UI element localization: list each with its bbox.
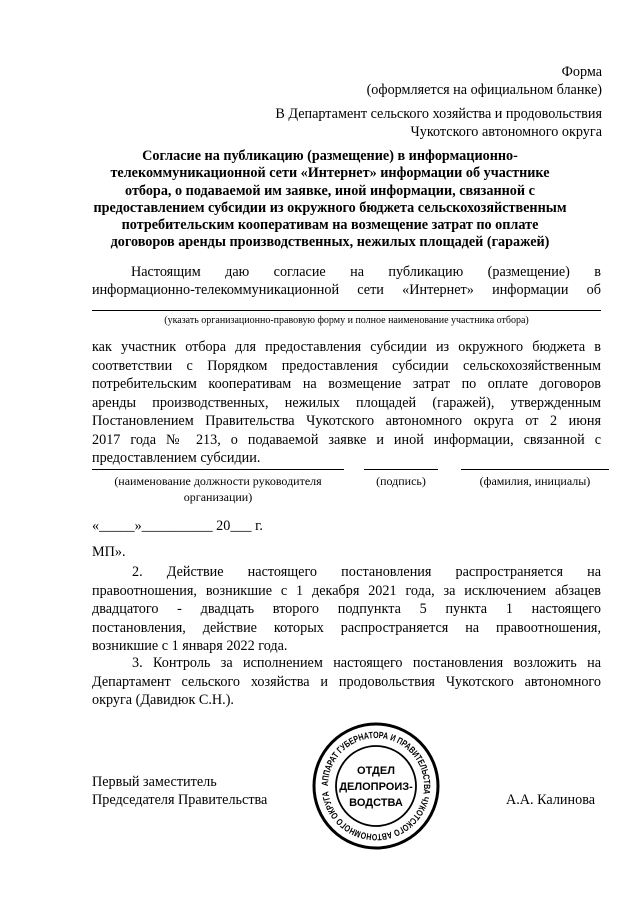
stamp-center-line-1: ОТДЕЛ <box>357 765 395 777</box>
stamp-ring-text: АППАРАТ ГУБЕРНАТОРА И ПРАВИТЕЛЬСТВА ЧУКОТСКОГО АВТОНОМНОГО ОКРУГА <box>319 729 433 843</box>
clause-line: Департамент сельского хозяйства и продовольствия Чукотского автономного <box>92 673 601 690</box>
office-stamp <box>312 722 440 850</box>
date-line: «_____»__________ 20___ г. <box>92 518 263 534</box>
form-note: (оформляется на официальном бланке) <box>366 82 602 98</box>
signature-caption: (подпись) <box>376 474 426 488</box>
body-line: Постановлением Правительства Чукотского автономного округа от 2 июня <box>92 413 601 429</box>
clause-line: округа (Давидюк С.Н.). <box>92 692 234 708</box>
title-line: отбора, о подаваемой им заявке, иной информации, связанной с <box>125 182 535 199</box>
position-blank <box>92 469 344 470</box>
signature-blank <box>364 469 438 470</box>
position-caption-line: организации) <box>183 490 253 504</box>
clause-line: 3. Контроль за исполнением настоящего постановления возложить на <box>132 655 601 671</box>
consent-line-2: информационно-телекоммуникационной сети «Интернет» информации об <box>92 282 601 298</box>
clause-line: правоотношения, возникшие с 1 декабря 2021 года, за исключением абзацев <box>92 582 601 599</box>
stamp-center-line-3: ВОДСТВА <box>349 797 403 809</box>
clause-line: постановления, действие которых распространяется на правоотношения, <box>92 619 601 636</box>
form-label: Форма <box>561 64 602 80</box>
title-line: договоров аренды производственных, нежилых площадей (гаражей) <box>110 234 550 251</box>
body-line: 2017 года № 213, о подаваемой заявке и иной информации, связанной с <box>92 431 601 448</box>
title-line: телекоммуникационной сети «Интернет» информации об участнике <box>110 165 550 182</box>
body-line: предоставлением субсидии. <box>92 450 261 466</box>
addressee-line-1: В Департамент сельского хозяйства и продовольствия <box>275 106 602 122</box>
position-caption-line: (наименование должности руководителя <box>114 474 322 488</box>
body-line: как участник отбора для предоставления субсидии из окружного бюджета в <box>92 339 601 355</box>
body-line: соответствии с Порядком предоставления субсидии сельскохозяйственным <box>92 357 601 374</box>
consent-body <box>92 338 601 468</box>
signatory-position-line-2: Председателя Правительства <box>92 792 268 808</box>
stamp-center-line-2: ДЕЛОПРОИЗ- <box>339 781 413 793</box>
body-line: потребительским кооперативам на возмещение затрат по оплате договоров <box>92 376 601 392</box>
addressee-line-2: Чукотского автономного округа <box>410 124 602 140</box>
clause-line: двадцатого - двадцать второго подпункта 5 пункта 1 настоящего <box>92 601 601 617</box>
clause-line: 2. Действие настоящего постановления распространяется на <box>132 564 601 580</box>
title-line: предоставлением субсидии из окружного бюджета сельскохозяйственным <box>93 199 567 216</box>
clause-3 <box>92 654 601 710</box>
name-blank <box>461 469 609 470</box>
clause-2 <box>92 563 601 656</box>
position-caption <box>92 473 344 505</box>
name-caption: (фамилия, инициалы) <box>479 474 591 488</box>
participant-name-blank <box>92 310 601 311</box>
document-title <box>60 148 600 252</box>
clause-line: возникшие с 1 января 2022 года. <box>92 638 288 654</box>
signatory-position-line-1: Первый заместитель <box>92 774 217 790</box>
title-line: Согласие на публикацию (размещение) в информационно- <box>142 148 518 164</box>
consent-line-1: Настоящим даю согласие на публикацию (размещение) в <box>131 264 601 280</box>
title-line: потребительским кооперативам на возмещение затрат по оплате <box>121 217 539 234</box>
participant-blank-caption: (указать организационно-правовую форму и полное наименование участника отбора) <box>164 315 529 326</box>
body-line: аренды производственных, нежилых площадей (гаражей), утвержденным <box>92 394 601 411</box>
signatory-name: А.А. Калинова <box>506 792 595 808</box>
mp-label: МП». <box>92 544 126 560</box>
